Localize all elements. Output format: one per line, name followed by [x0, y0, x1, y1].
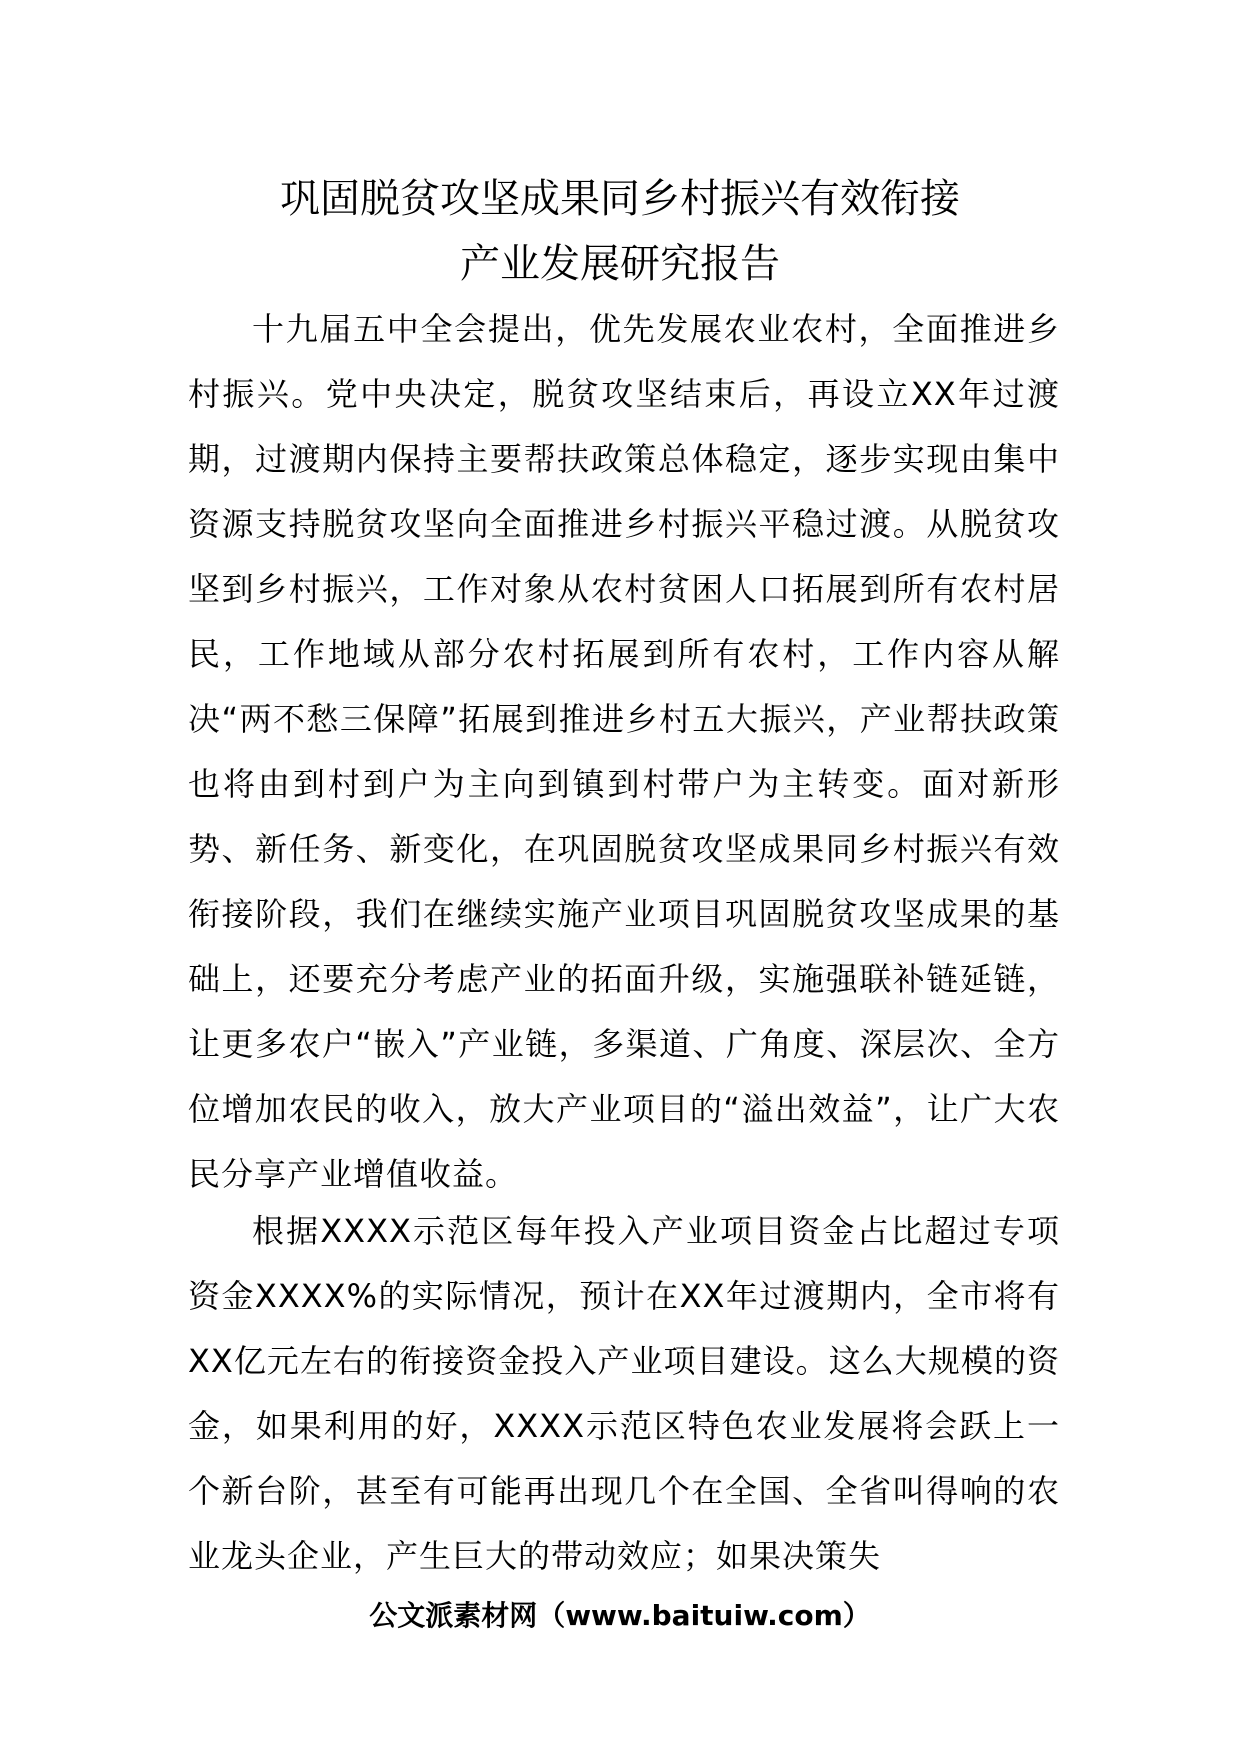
- footer-watermark: 公文派素材网（www.baituiw.com）: [369, 1599, 871, 1632]
- body-paragraph-1: 十九届五中全会提出，优先发展农业农村，全面推进乡村振兴。党中央决定，脱贫攻坚结束后，再设立XX年过渡期，过渡期内保持主要帮扶政策总体稳定，逐步实现由集中资源支持脱贫攻坚向全面推进乡村振兴平稳过渡。从脱贫攻坚到乡村振兴，工作对象从农村贫困人口拓展到所有农村居民，工作地域从部分农村拓展到所有农村，工作内容从解决“两不愁三保障”拓展到推进乡村五大振兴，产业帮扶政策也将由到村到户为主向到镇到村带户为主转变。面对新形势、新任务、新变化，在巩固脱贫攻坚成果同乡村振兴有效衔接阶段，我们在继续实施产业项目巩固脱贫攻坚成果的基础上，还要充分考虑产业的拓面升级，实施强联补链延链，让更多农户“嵌入”产业链，多渠道、广角度、深层次、全方位增加农民的收入，放大产业项目的“溢出效益”，让广大农民分享产业增值收益。: [188, 310, 1060, 1193]
- body-paragraph-2: 根据XXXX示范区每年投入产业项目资金占比超过专项资金XXXX%的实际情况，预计在XX年过渡期内，全市将有XX亿元左右的衔接资金投入产业项目建设。这么大规模的资金，如果利用的好，XXXX示范区特色农业发展将会跃上一个新台阶，甚至有可能再出现几个在全国、全省叫得响的农业龙头企业，产生巨大的带动效应；如果决策失: [188, 1212, 1060, 1575]
- document-title-line-1: 巩固脱贫攻坚成果同乡村振兴有效衔接: [280, 176, 960, 222]
- document-title-line-2: 产业发展研究报告: [460, 241, 780, 287]
